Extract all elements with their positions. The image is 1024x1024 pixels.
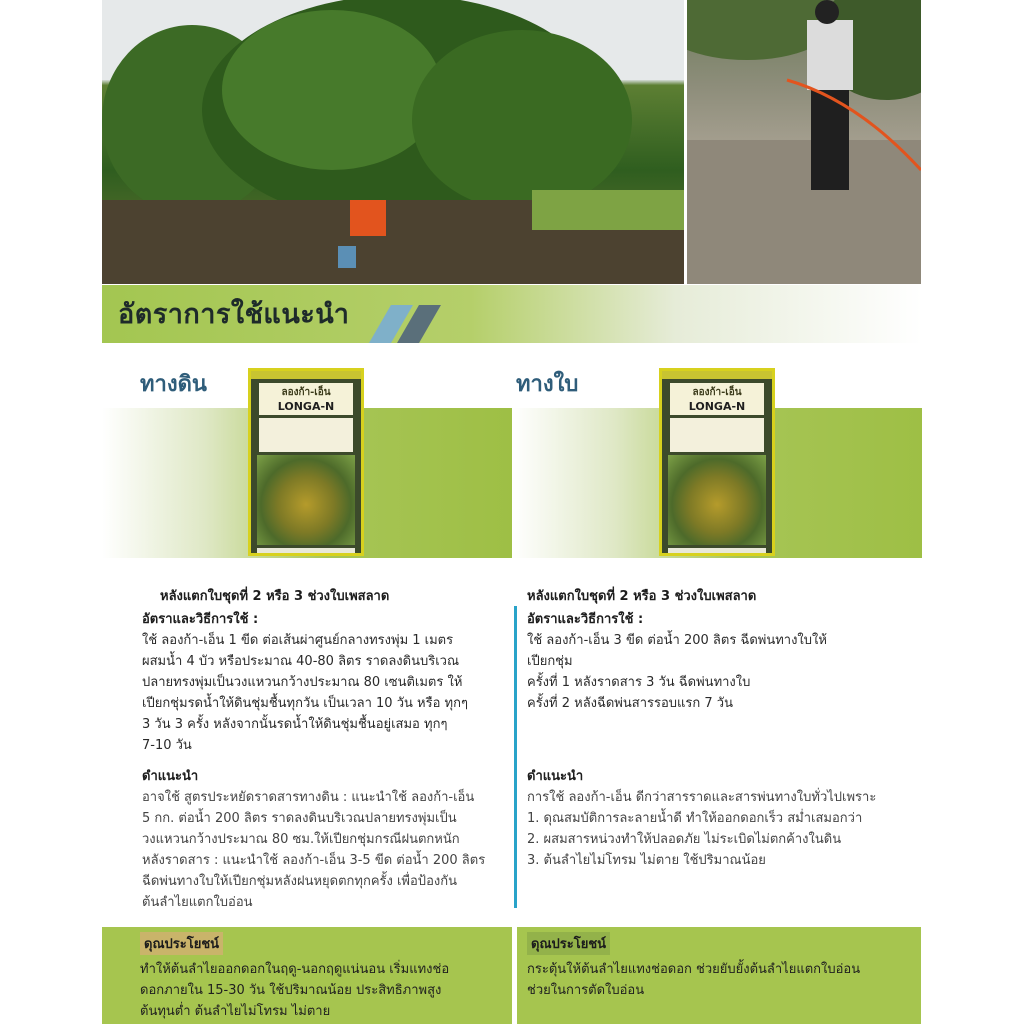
left-method-line: ใช้ ลองก้า-เอ็น 1 ขีด ต่อเส้นผ่าศูนย์กลางทรงพุ่ม 1 เมตร (142, 633, 454, 648)
left-benefit-line: ดอกภายใน 15-30 วัน ใช้ปริมาณน้อย ประสิทธิภาพสูง (140, 983, 442, 998)
left-advice-line: ต้นลำไยแตกใบอ่อน (142, 895, 253, 910)
right-benefit-title: ดุณประโยชน์ (527, 932, 610, 955)
left-advice-line: หลังราดสาร : แนะนำใช้ ลองก้า-เอ็น 3-5 ขีด ต่อน้ำ 200 ลิตร (142, 853, 486, 868)
right-intro: หลังแตกใบชุดที่ 2 หรือ 3 ช่วงใบเพสลาด (527, 589, 757, 604)
left-method-line: 7-10 วัน (142, 738, 192, 753)
left-advice-line: อาจใช้ สูตรประหยัดราดสารทางดิน : แนะนำใช้ ลองก้า-เอ็น (142, 790, 475, 805)
page-heading: อัตราการใช้แนะนำ (118, 299, 350, 330)
left-method-title: อัตราและวิธีการใช้ : (142, 612, 259, 627)
column-divider (514, 606, 517, 908)
right-benefit-line: ช่วยในการตัดใบอ่อน (527, 983, 645, 998)
soil-section-title: ทางดิน (140, 372, 207, 397)
right-advice-line: 2. ผสมสารหน่วงทำให้ปลอดภัย ไม่ระเบิดไม่ตกค้างในดิน (527, 832, 842, 847)
left-benefit-title: ดุณประโยชน์ (140, 932, 223, 955)
left-advice-line: 5 กก. ต่อน้ำ 200 ลิตร ราดลงดินบริเวณปลายทรงพุ่มเป็น (142, 811, 457, 826)
left-benefit-line: ทำให้ต้นลำไยออกดอกในฤดู-นอกฤดูแน่นอน เริ่มแทงช่อ (140, 962, 450, 977)
product-name-en: LONGA-N (277, 400, 335, 413)
right-advice-line: การใช้ ลองก้า-เอ็น ดีกว่าสารราดและสารพ่นทางใบทั่วไปเพราะ (527, 790, 877, 805)
right-method-body (527, 630, 917, 714)
right-advice-title: ดำแนะนำ (527, 769, 584, 784)
farmer-spraying-photo (687, 0, 921, 284)
left-method-line: เปียกชุ่มรดน้ำให้ดินชุ่มชื้นทุกวัน เป็นเวลา 10 วัน หรือ ทุกๆ (142, 696, 468, 711)
left-method-line: ผสมน้ำ 4 บัว หรือประมาณ 40-80 ลิตร ราดลงดินบริเวณ (142, 654, 460, 669)
right-advice-line: 1. ดุณสมบัติการละลายน้ำดี ทำให้ออกดอกเร็ว สม่ำเสมอกว่า (527, 811, 863, 826)
product-name-en: LONGA-N (688, 400, 746, 413)
right-method-title: อัตราและวิธีการใช้ : (527, 612, 644, 627)
right-method-line: ครั้งที่ 1 หลังราดสาร 3 วัน ฉีดพ่นทางใบ (527, 675, 751, 690)
right-method-line: เปียกชุ่ม (527, 654, 573, 669)
left-advice-body (142, 787, 512, 913)
left-method-line: ปลายทรงพุ่มเป็นวงแหวนกว้างประมาณ 80 เซนติเมตร ให้ (142, 675, 463, 690)
right-benefit-box (517, 927, 921, 1024)
left-method-body (142, 630, 512, 756)
left-advice-line: วงแหวนกว้างประมาณ 80 ซม.ให้เปียกชุ่มกรณีฝนตกหนัก (142, 832, 460, 847)
right-benefit-line: กระตุ้นให้ต้นลำไยแทงช่อดอก ช่วยยับยั้งต้นลำไยแตกใบอ่อน (527, 962, 861, 977)
right-advice-line: 3. ต้นลำไยไม่โทรม ไม่ตาย ใช้ปริมาณน้อย (527, 853, 766, 868)
left-method-line: 3 วัน 3 ครั้ง หลังจากนั้นรดน้ำให้ดินชุ่มชื้นอยู่เสมอ ทุกๆ (142, 717, 448, 732)
leaf-section-title: ทางใบ (516, 372, 579, 397)
longan-tree-photo (102, 0, 684, 284)
right-benefit-body (527, 959, 917, 1001)
right-method-line: ใช้ ลองก้า-เอ็น 3 ขีด ต่อน้ำ 200 ลิตร ฉีดพ่นทางใบให้ (527, 633, 827, 648)
left-advice-line: ฉีดพ่นทางใบให้เปียกชุ่มหลังฝนหยุดตกทุกครั้ง เพื่อป้องกัน (142, 874, 457, 889)
left-intro: หลังแตกใบชุดที่ 2 หรือ 3 ช่วงใบเพสลาด (160, 589, 390, 604)
left-benefit-line: ต้นทุนต่ำ ต้นลำไยไม่โทรม ไม่ตาย (140, 1004, 331, 1019)
product-package-left (248, 368, 364, 556)
left-advice-title: ดำแนะนำ (142, 769, 199, 784)
left-benefit-body (140, 959, 510, 1022)
product-name-th: ลองก้า-เอ็น (692, 387, 742, 398)
product-package-right (659, 368, 775, 556)
left-benefit-box (102, 927, 512, 1024)
right-advice-body (527, 787, 917, 871)
product-name-th: ลองก้า-เอ็น (281, 387, 331, 398)
right-method-line: ครั้งที่ 2 หลังฉีดพ่นสารรอบแรก 7 วัน (527, 696, 733, 711)
